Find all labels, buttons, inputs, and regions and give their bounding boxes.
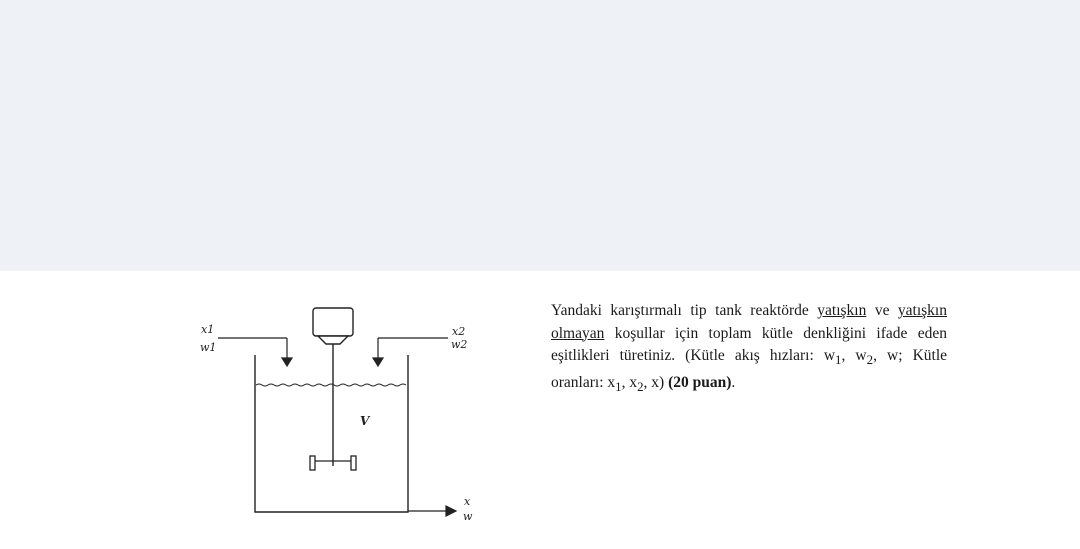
subscript: 1 [615,378,622,394]
stirred-tank-diagram [180,300,500,540]
question-part: , x [621,373,638,391]
outlet-x-label: x [464,495,471,508]
top-blank-band [0,0,1080,271]
liquid-surface [256,384,406,386]
underlined-term-steady: yatışkın [817,302,867,319]
subscript: 2 [866,352,874,368]
motor-icon [313,308,353,344]
question-text [551,300,947,398]
question-part: , w; Kütle oranları: x [551,347,948,391]
subscript: 2 [637,378,644,394]
question-part: Yandaki karıştırmalı tip tank reaktörde [551,302,818,319]
underlined-term-unsteady: yatışkın olmayan [551,302,947,342]
subscript: 1 [835,352,842,368]
inlet-2-pipe [373,338,448,366]
outlet-pipe [408,506,456,516]
outlet-w-label: w [463,510,473,523]
points-label: (20 puan) [668,373,732,391]
inlet-2-w-label: w2 [451,338,468,351]
question-part: , w [841,347,867,364]
inlet-1-w-label: w1 [200,341,217,354]
question-part: koşullar için toplam kütle denkliğini ifade eden eşitlikleri türetiniz. (Kütle akış hızları: w [551,324,947,364]
volume-label: V [360,414,370,428]
inlet-1-x-label: x1 [201,323,215,336]
question-part: . [731,373,736,391]
question-part: , x) [643,373,669,391]
tank-walls [255,355,408,512]
question-part: ve [866,302,898,319]
inlet-2-x-label: x2 [452,325,466,338]
